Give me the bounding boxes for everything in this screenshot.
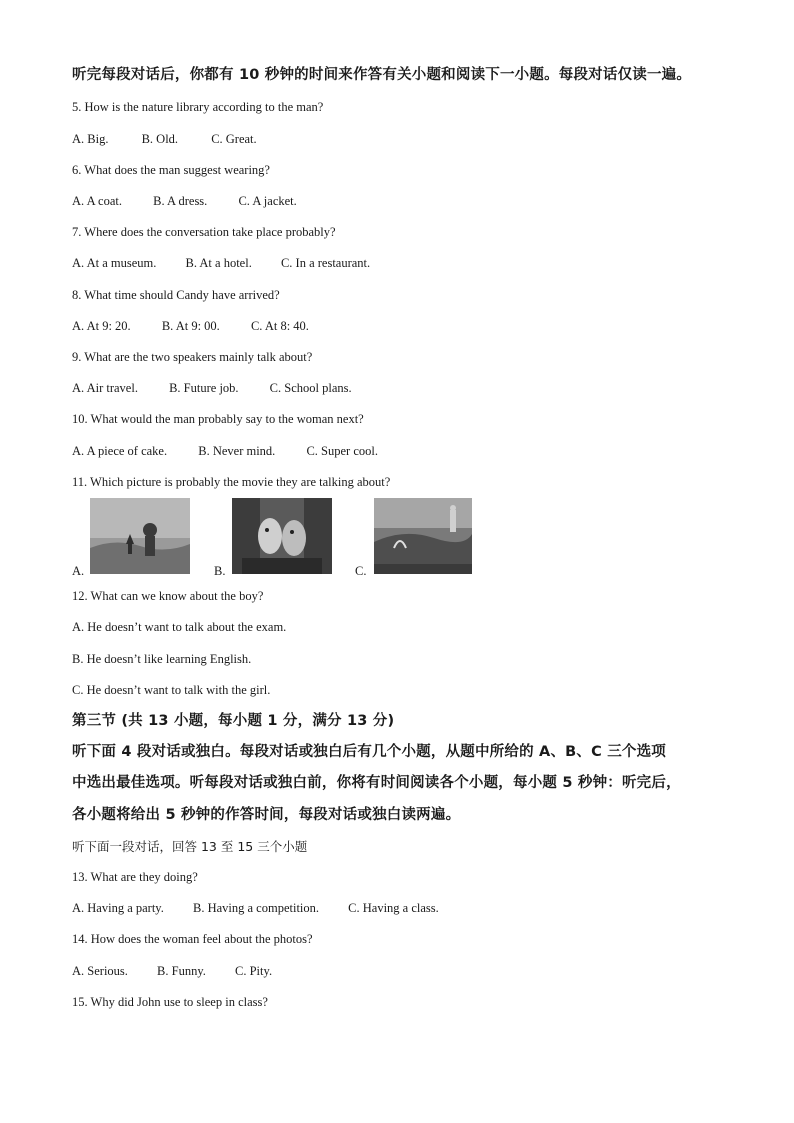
options-14 [72,962,272,980]
option-c: C. Pity. [235,964,273,978]
options-10 [72,442,378,460]
option-c: C. A jacket. [238,194,297,208]
dialogue-intro: 听下面一段对话，回答 13 至 15 三个小题 [72,839,308,854]
option-12-b: B. He doesn’t like learning English. [72,652,252,666]
option-c: C. Great. [211,132,257,146]
option-b: B. A dress. [153,194,208,208]
option-c: C. School plans. [269,381,352,395]
option-b-label: B. [214,564,226,578]
option-b: B. Never mind. [198,444,276,458]
section-3-instruction-line-3: 各小题将给出 5 秒钟的作答时间，每段对话或独白读两遍。 [72,807,461,823]
movie-picture-a [90,498,190,574]
option-a: A. Having a party. [72,901,164,915]
option-b: B. At a hotel. [185,256,252,270]
options-7 [72,254,370,272]
option-b: B. Funny. [157,964,206,978]
section-intro: 听完每段对话后，你都有 10 秒钟的时间来作答有关小题和阅读下一小题。每段对话仅读一遍。 [72,67,692,83]
question-15: 15. Why did John use to sleep in class? [72,995,268,1009]
option-c: C. Super cool. [306,444,378,458]
question-13: 13. What are they doing? [72,870,198,884]
option-a: A. At 9: 20. [72,319,131,333]
landscape-scene-image [374,498,472,574]
movie-picture-c [374,498,472,574]
question-9: 9. What are the two speakers mainly talk about? [72,350,313,364]
options-9 [72,379,352,397]
option-a: A. Serious. [72,964,128,978]
option-c: C. Having a class. [348,901,439,915]
option-a: A. At a museum. [72,256,157,270]
option-b: B. At 9: 00. [161,319,220,333]
option-12-a: A. He doesn’t want to talk about the exam. [72,620,287,634]
animals-scene-image [232,498,332,574]
options-5 [72,130,257,148]
options-6 [72,192,297,210]
option-12-c: C. He doesn’t want to talk with the girl. [72,683,271,697]
section-3-instruction-line-2: 中选出最佳选项。听每段对话或独白前，你将有时间阅读各个小题，每小题 5 秒钟：听完后， [72,775,681,791]
question-5: 5. How is the nature library according to the man? [72,100,324,114]
option-c-label: C. [355,564,367,578]
option-a: A. A piece of cake. [72,444,168,458]
options-8 [72,317,309,335]
option-b: B. Having a competition. [193,901,320,915]
question-11: 11. Which picture is probably the movie they are talking about? [72,475,391,489]
section-3-title: 第三节 (共 13 小题，每小题 1 分，满分 13 分) [72,713,395,729]
option-c: C. In a restaurant. [280,256,371,270]
question-7: 7. Where does the conversation take place probably? [72,225,336,239]
option-b: B. Old. [141,132,179,146]
option-a: A. A coat. [72,194,122,208]
option-a: A. Big. [72,132,109,146]
option-a: A. Air travel. [72,381,138,395]
option-b: B. Future job. [169,381,239,395]
silhouette-scene-image [90,498,190,574]
question-12: 12. What can we know about the boy? [72,589,264,603]
question-8: 8. What time should Candy have arrived? [72,288,280,302]
option-c: C. At 8: 40. [250,319,309,333]
question-10: 10. What would the man probably say to the woman next? [72,412,364,426]
movie-picture-b [232,498,332,574]
picture-options-11 [72,498,492,580]
question-14: 14. How does the woman feel about the photos? [72,932,313,946]
option-a-label: A. [72,564,85,578]
question-6: 6. What does the man suggest wearing? [72,163,270,177]
section-3-instruction-line-1: 听下面 4 段对话或独白。每段对话或独白后有几个小题，从题中所给的 A、B、C 三个选项 [72,744,666,760]
options-13 [72,899,439,917]
